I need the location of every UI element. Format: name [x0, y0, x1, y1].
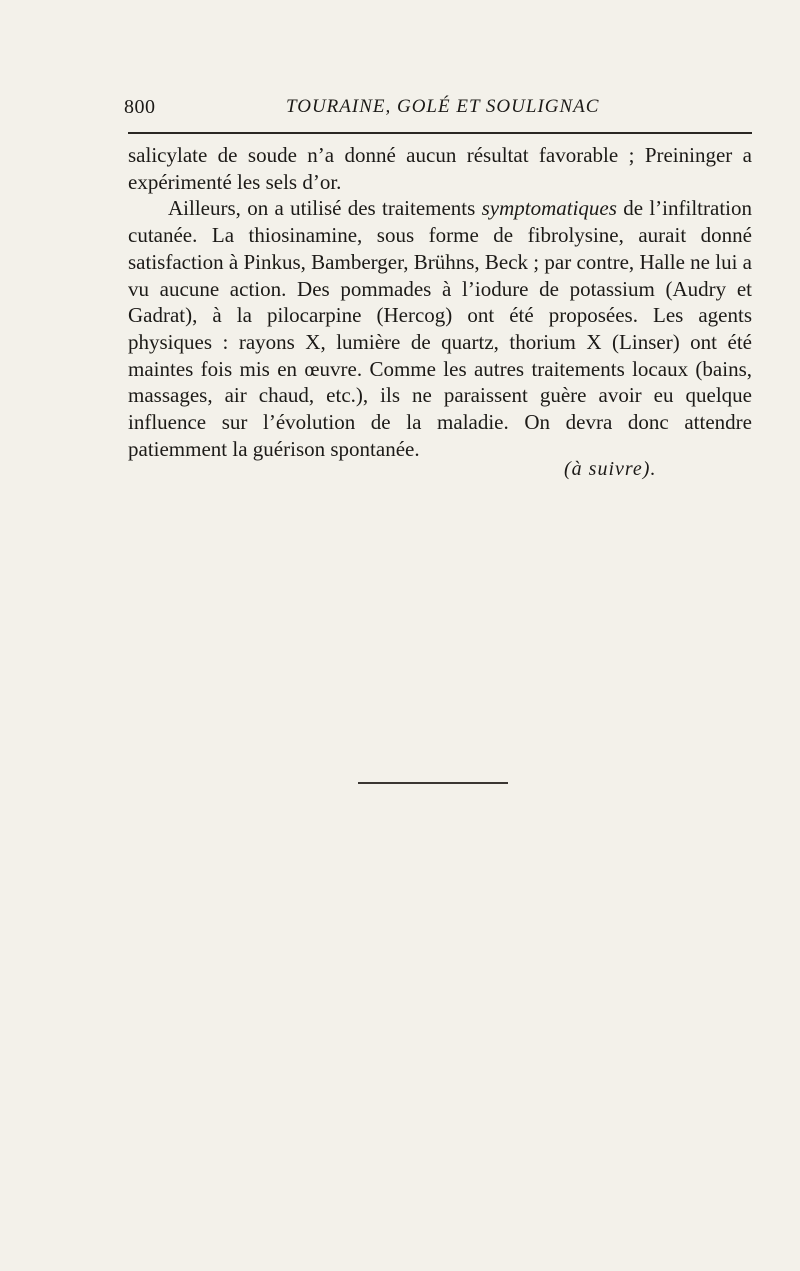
emphasis-symptomatiques: symptomatiques [481, 196, 617, 221]
header-rule [128, 132, 752, 134]
paragraph-2-lead: Ailleurs, on a utilisé des traitements [168, 196, 482, 221]
body-text [128, 142, 752, 462]
paragraph-2 [128, 195, 752, 462]
page-number: 800 [124, 96, 156, 118]
paragraph-1: salicylate de soude n’a donné aucun résultat favorable ; Preininger a expérimenté les sels d’or. [128, 143, 752, 194]
to-be-continued: (à suivre). [564, 458, 657, 480]
paragraph-2-rest: de l’infiltration cutanée. La thiosinamine, sous forme de fibrolysine, aurait donné satisfaction à Pinkus, Bamberger, Brühns, Beck ; par contre, Halle ne lui a vu aucune action. Des pommades à l’iodure de potassium (Audry et Gadrat), à la pilocarpine (Hercog) ont été proposées. Les agents physiques : rayons X, lumière de quartz, thorium X (Linser) ont été maintes fois mis en œuvre. Comme les autres traitements locaux (bains, massages, air chaud, etc.), ils ne paraissent guère avoir eu quelque influence sur l’évolution de la maladie. On devra donc attendre patiemment la guérison spontanée. [128, 196, 752, 461]
end-rule [358, 782, 508, 784]
page-header [124, 96, 752, 124]
running-head: TOURAINE, GOLÉ ET SOULIGNAC [286, 96, 600, 117]
